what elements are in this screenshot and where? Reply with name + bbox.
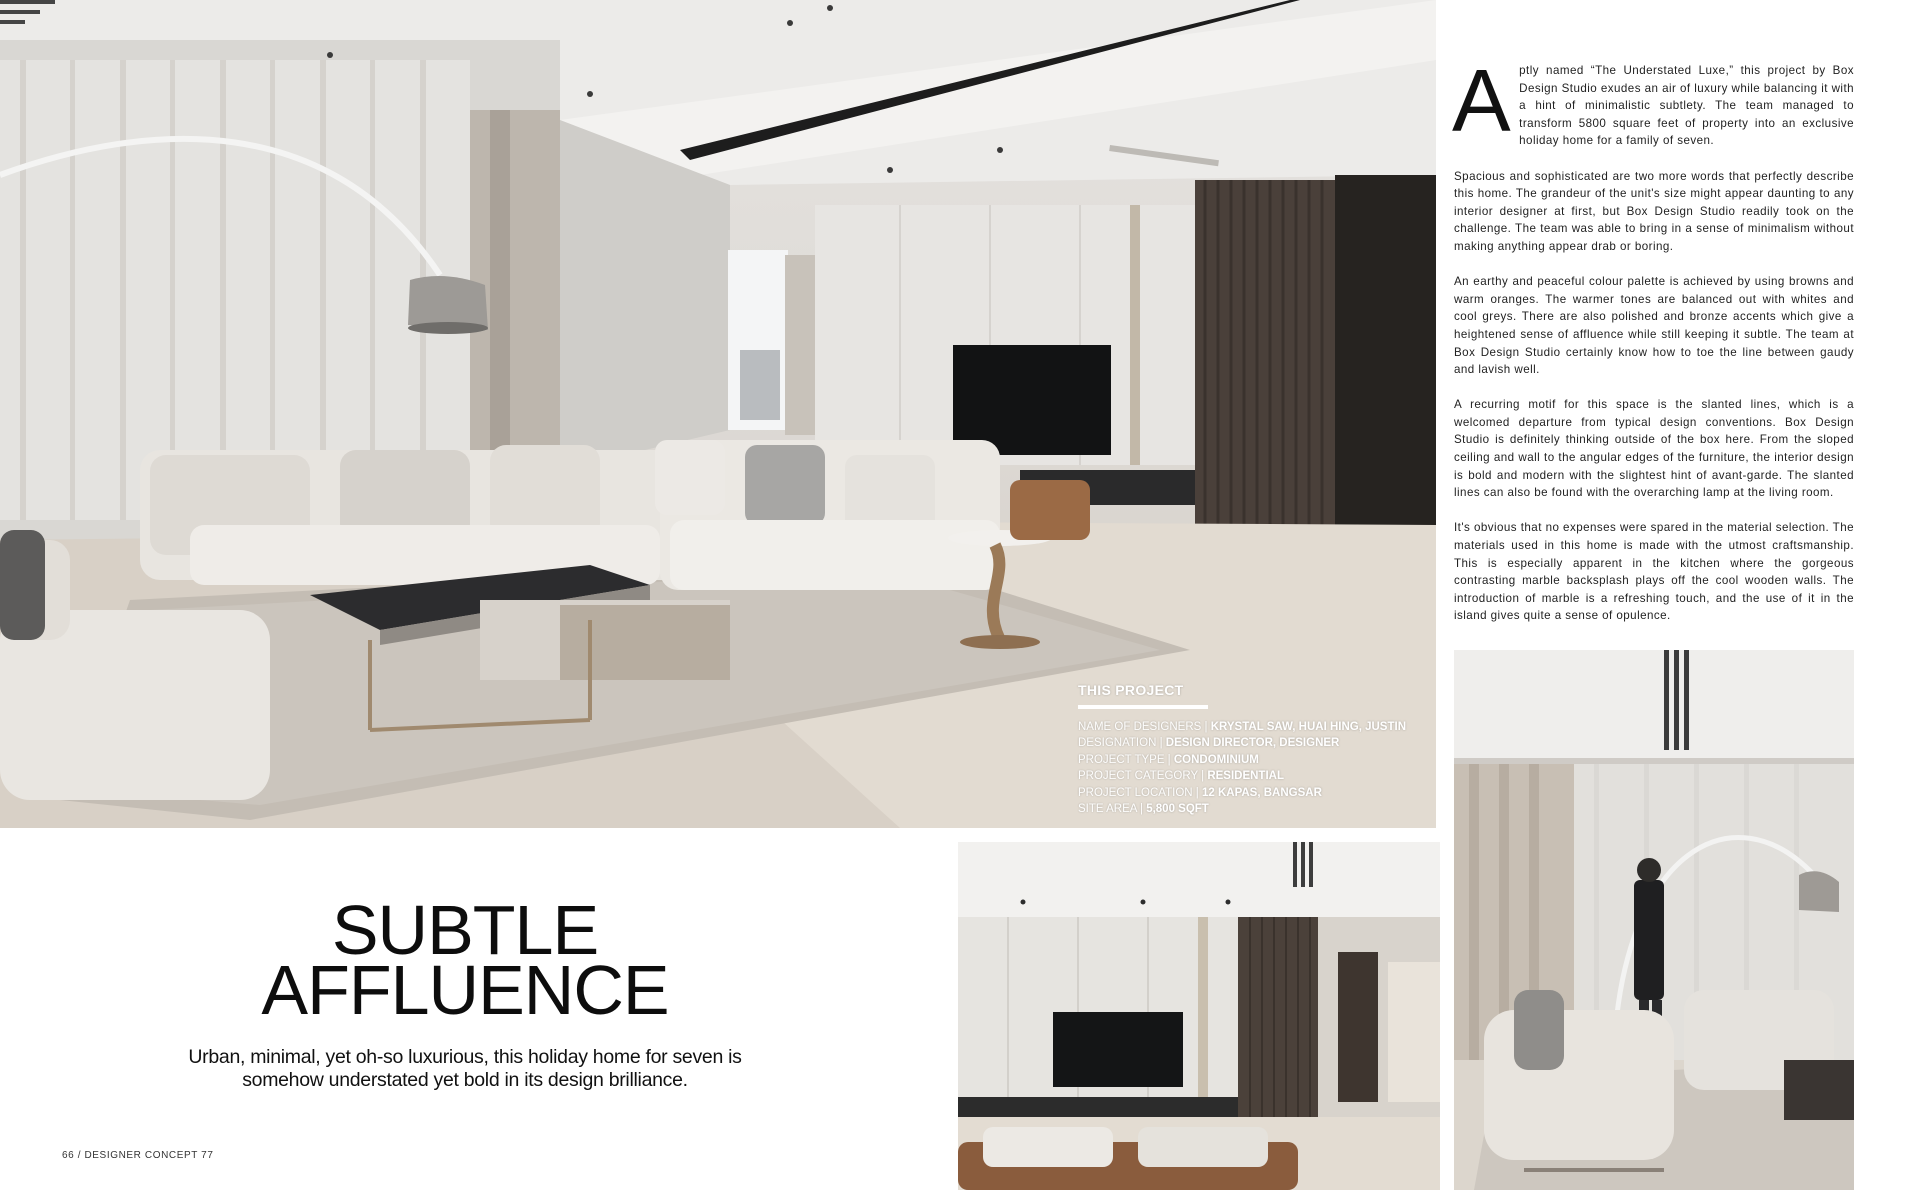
project-info-value: KRYSTAL SAW, HUAI HING, JUSTIN (1210, 720, 1407, 733)
article-headline (160, 891, 770, 1029)
project-info-title: THIS PROJECT (1078, 682, 1184, 698)
headline-line-1: SUBTLE (331, 891, 599, 969)
project-info-panel (1078, 682, 1428, 818)
standfirst-line-2: somehow understated yet bold in its design brilliance. (242, 1069, 688, 1091)
project-info-label: SITE AREA | (1078, 803, 1147, 815)
tv-wall-illustration (958, 842, 1440, 1190)
project-info-label: PROJECT TYPE | (1078, 753, 1174, 766)
project-info-row-category (1078, 768, 1428, 785)
article-paragraph-4: A recurring motif for this space is the slanted lines, which is a welcomed departure from typical design conventions. Box Design Studio is definitely thinking outside of the box here. From the sloped ceiling and wall to the angular edges of the furniture, the interior design is bold and modern with the slightest hint of avant-garde. The slanted lines can also be found with the overarching lamp at the living room. (1454, 398, 1854, 500)
project-info-row-site-area (1078, 801, 1428, 818)
article-paragraph-5: It's obvious that no expenses were spared in the material selection. The materials used in this home is made with the utmost craftsmanship. This is especially apparent in the kitchen where the gorgeous contrasting marble backsplash plays off the cool wooden walls. The introduction of marble is a refreshing touch, and the use of it in the island gives quite a sense of opulence. (1454, 521, 1854, 623)
project-info-row-location (1078, 785, 1428, 802)
project-info-value: DESIGN DIRECTOR, DESIGNER (1165, 737, 1340, 749)
article-paragraph-2: Spacious and sophisticated are two more words that perfectly describe this home. The grandeur of the unit's size might appear daunting to any interior designer at first, but Box Design Studio readily took on the challenge. The team was able to bring in a sense of minimalism without making anything appear drab or boring. (1454, 169, 1854, 253)
project-info-value: CONDOMINIUM (1173, 753, 1259, 766)
project-info-label: NAME OF DESIGNERS | (1078, 720, 1211, 733)
project-info-value: RESIDENTIAL (1207, 770, 1284, 782)
person-living-room-photo (1454, 650, 1854, 1190)
project-info-label: PROJECT LOCATION | (1078, 786, 1202, 799)
project-info-value: 12 KAPAS, BANGSAR (1201, 786, 1322, 799)
project-info-label: PROJECT CATEGORY | (1078, 770, 1208, 782)
project-info-label: DESIGNATION | (1078, 737, 1166, 749)
page-folio: 66 / DESIGNER CONCEPT 77 (62, 1150, 214, 1161)
article-paragraph-3: An earthy and peaceful colour palette is achieved by using browns and warm oranges. The warmer tones are balanced out with whites and cool greys. There are also polished and bronze accents which give a heightened sense of affluence while still keeping it subtle. The team at Box Design Studio certainly know how to toe the line between gaudy and lavish well. (1454, 275, 1854, 377)
project-info-row-designation (1078, 735, 1428, 752)
project-info-rule (1078, 705, 1208, 709)
tv-wall-photo (958, 842, 1440, 1190)
article-body (1452, 51, 1855, 643)
project-info-value: 5,800 SQFT (1146, 803, 1209, 815)
paragraph-text: ptly named “The Understated Luxe,” this project by Box Design Studio exudes an air of luxury while balancing it with a hint of minimalistic subtlety. The team managed to transform 5800 square feet of property into an exclusive holiday home for a family of seven. (1519, 64, 1855, 148)
standfirst-line-1: Urban, minimal, yet oh-so luxurious, this holiday home for seven is (188, 1046, 742, 1068)
project-info-row-designers (1078, 719, 1428, 736)
headline-line-2: AFFLUENCE (261, 951, 669, 1029)
article-paragraph-1 (1452, 51, 1855, 150)
article-standfirst (150, 1046, 780, 1092)
drop-cap: A (1452, 51, 1512, 150)
project-info-row-type (1078, 752, 1428, 769)
person-living-room-illustration (1454, 650, 1854, 1190)
